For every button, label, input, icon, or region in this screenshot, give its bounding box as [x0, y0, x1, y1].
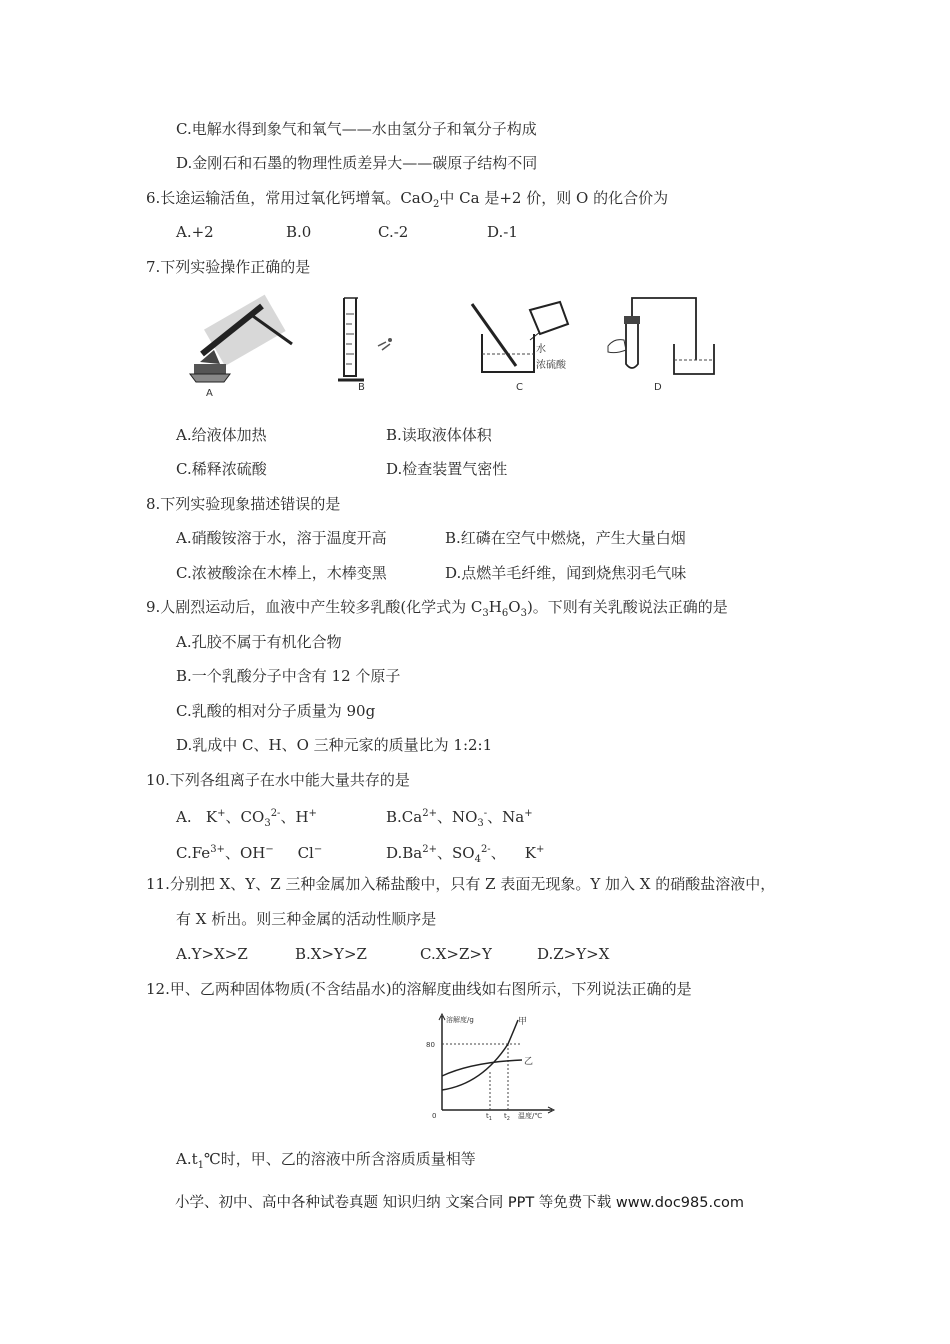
q12-graph-t2: $t_2$	[504, 1112, 510, 1122]
q10-stem: 10.下列各组离子在水中能大量共存的是	[146, 771, 410, 789]
q7-figure-d	[600, 294, 720, 398]
q11-option-a: A.Y>X>Z	[176, 945, 248, 963]
q12-graph-t1: $t_1$	[486, 1112, 492, 1122]
q10-option-a: A. K+、$CO_3^{2-}$、H+	[176, 808, 317, 829]
q9-option-b: B.一个乳酸分子中含有 12 个原子	[176, 667, 401, 685]
q12-graph-ylabel: 溶解度/g	[446, 1016, 474, 1024]
q8-option-c: C.浓被酸涂在木棒上，木棒变黑	[176, 564, 387, 582]
q12-graph-jia: 甲	[518, 1017, 528, 1027]
q8-stem: 8.下列实验现象描述错误的是	[146, 495, 341, 513]
q12-graph-y80: 80	[426, 1041, 435, 1049]
q12-option-a: $A.t_1℃$时，甲、乙的溶液中所含溶质质量相等	[176, 1150, 476, 1171]
q6-option-a: A.+2	[176, 223, 214, 241]
q7-figure-c	[460, 294, 580, 398]
q11-stem-line2: 有 X 析出。则三种金属的活动性顺序是	[176, 910, 437, 928]
q8-option-a: A.硝酸铵溶于水，溶于温度开高	[176, 529, 387, 547]
q9-option-a: A.孔胶不属于有机化合物	[176, 633, 342, 651]
q7-option-d: D.检查装置气密性	[386, 460, 508, 478]
q11-stem-line1: 11.分别把 X、Y、Z 三种金属加入稀盐酸中，只有 Z 表面无现象。Y 加入 X 的硝酸盐溶液中，	[146, 875, 776, 893]
q11-option-c: C.X>Z>Y	[420, 945, 492, 963]
page-footer: 小学、初中、高中各种试卷真题 知识归纳 文案合同 PPT 等免费下载 www.doc985.com	[175, 1195, 745, 1211]
q12-stem: 12.甲、乙两种固体物质(不含结晶水)的溶解度曲线如右图所示，下列说法正确的是	[146, 980, 692, 998]
q12-graph-origin: 0	[432, 1112, 437, 1120]
q7-option-c: C.稀释浓硫酸	[176, 460, 267, 478]
q6-option-d: D.-1	[487, 223, 518, 241]
q5-option-c: C.电解水得到象气和氧气——水由氢分子和氧分子构成	[176, 120, 537, 138]
q8-option-b: B.红磷在空气中燃烧，产生大量白烟	[445, 529, 686, 547]
q9-option-d: D.乳成中 C、H、O 三种元家的质量比为 1:2:1	[176, 736, 493, 754]
q12-graph-yi: 乙	[524, 1057, 534, 1067]
q7-figure-c-label: C	[516, 382, 523, 393]
q7-figure-a-label: A	[206, 388, 213, 399]
q10-option-b: $B.Ca^{2+}$、$NO_3^-$、Na+	[386, 808, 533, 829]
q11-option-d: D.Z>Y>X	[537, 945, 610, 963]
q7-figure-a	[180, 292, 300, 402]
q7-figure-b-label: B	[358, 382, 365, 393]
q7-figure-c-acid: 浓硫酸	[536, 360, 566, 371]
q7-figure-b	[330, 294, 420, 394]
q12-solubility-graph	[422, 1010, 562, 1122]
q6-stem: 6.长途运输活鱼，常用过氧化钙增氧。CaO$_2$中 Ca 是+2 价，则 O 的化合价为	[146, 189, 669, 210]
q7-option-b: B.读取液体体积	[386, 426, 492, 444]
q7-figure-d-label: D	[654, 382, 662, 393]
q5-option-d: D.金刚石和石墨的物理性质差异大——碳原子结构不同	[176, 154, 538, 172]
q7-stem: 7.下列实验操作正确的是	[146, 258, 311, 276]
q10-option-d: $D.Ba^{2+}$、$SO_4^{2-}$、 K+	[386, 844, 545, 865]
q6-option-c: C.-2	[378, 223, 409, 241]
q9-option-c: C.乳酸的相对分子质量为 90g	[176, 702, 376, 720]
q12-graph-xlabel: 温度/℃	[518, 1112, 543, 1120]
q9-stem: 9.人剧烈运动后，血液中产生较多乳酸(化学式为 $C_3H_6O_3$)。下则有关乳酸说法正确的是	[146, 598, 728, 619]
q7-figure-c-water: 水	[536, 344, 546, 355]
q6-option-b: B.0	[286, 223, 312, 241]
q11-option-b: B.X>Y>Z	[295, 945, 367, 963]
q7-option-a: A.给液体加热	[176, 426, 267, 444]
q10-option-c: $C.Fe^{3+}$、OH− Cl−	[176, 844, 323, 862]
q8-option-d: D.点燃羊毛纤维，闻到烧焦羽毛气味	[445, 564, 687, 582]
